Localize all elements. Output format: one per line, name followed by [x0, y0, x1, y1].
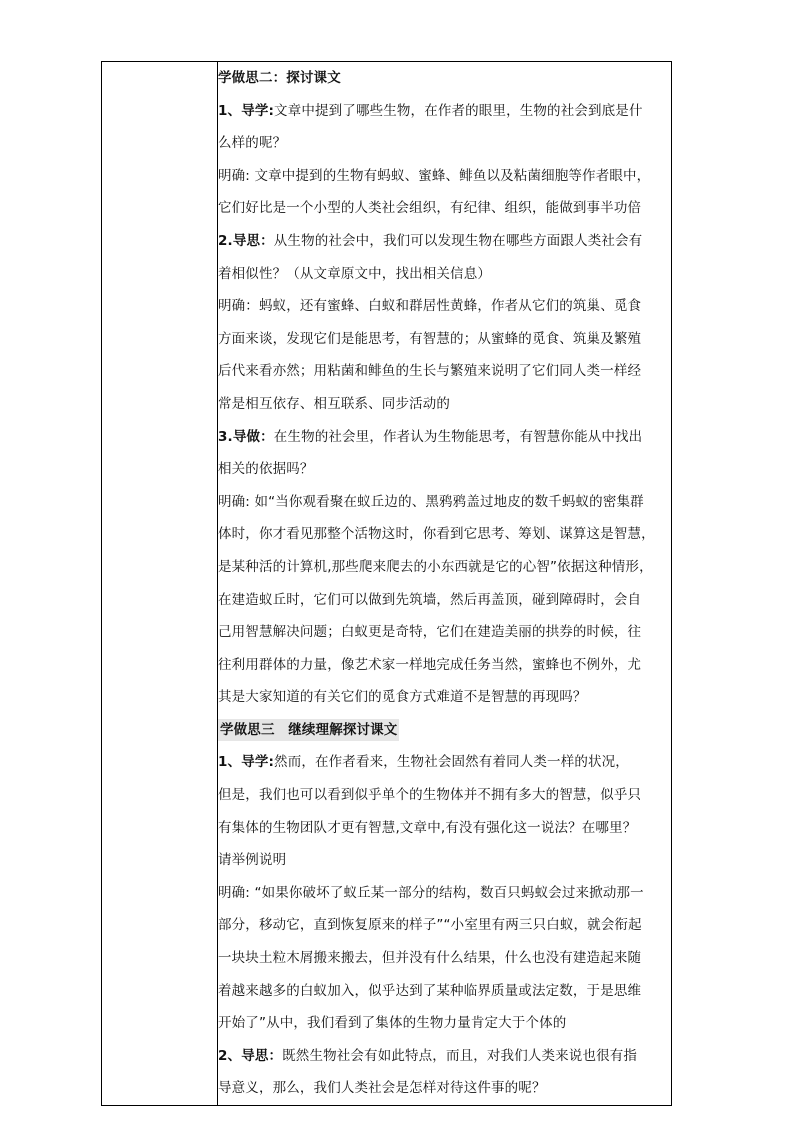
answer-line: 着越来越多的白蚁加入，似乎达到了某种临界质量或法定数，于是思维: [218, 982, 642, 999]
answer-line: 往利用群体的力量，像艺术家一样地完成任务当然，蜜蜂也不例外，尤: [218, 656, 642, 673]
answer-line: 它们好比是一个小型的人类社会组织，有纪律、组织，能做到事半功倍: [218, 200, 642, 217]
question-line: [218, 746, 671, 779]
answer-line: 一块块土粒木屑搬来搬去，但并没有什么结果，什么也没有建造起来随: [218, 950, 642, 967]
lesson-table: [101, 61, 672, 1106]
answer-line: 明确: 文章中提到的生物有蚂蚁、蜜蜂、鲱鱼以及粘菌细胞等作者眼中，: [218, 167, 651, 184]
answer-line: 方面来谈，发现它们是能思考，有智慧的；从蜜蜂的觅食、筑巢及繁殖: [218, 330, 642, 347]
question-text: 从生物的社会中，我们可以发现生物在哪些方面跟人类社会有: [273, 232, 643, 249]
question-line: [218, 225, 671, 258]
question-line: 么样的呢？: [218, 135, 287, 152]
question-text: 既然生物社会有如此特点，而且，对我们人类来说也很有指: [282, 1047, 638, 1064]
question-label: 3.导做：: [218, 428, 274, 445]
question-text: 文章中提到了哪些生物，在作者的眼里，生物的社会到底是什: [274, 102, 643, 119]
answer-line: 部分，移动它，直到恢复原来的样子”“小室里有两三只白蚁，就会衔起: [218, 917, 642, 934]
answer-line: 常是相互依存、相互联系、同步活动的: [218, 395, 451, 412]
question-line: 请举例说明: [218, 852, 287, 869]
answer-line: 体时，你才看见那整个活物这时，你看到它思考、筹划、谋算这是智慧，: [218, 526, 655, 543]
answer-line: 后代来看亦然；用粘菌和鲱鱼的生长与繁殖来说明了它们同人类一样经: [218, 363, 642, 380]
question-text: 然而，在作者看来，生物社会固然有着同人类一样的状况，: [274, 754, 629, 771]
left-column-cell: [102, 62, 218, 1106]
answer-line: 明确: 如“当你观看聚在蚁丘边的、黑鸦鸦盖过地皮的数千蚂蚁的密集群: [218, 493, 644, 510]
question-line: [218, 421, 671, 454]
content-cell: [218, 62, 672, 1106]
question-label: 1、导学:: [218, 754, 275, 771]
question-line: 着相似性？（从文章原文中，找出相关信息）: [218, 265, 491, 282]
question-line: 导意义，那么，我们人类社会是怎样对待这件事的呢？: [218, 1080, 546, 1097]
answer-line: 其是大家知道的有关它们的觅食方式难道不是智慧的再现吗？: [218, 689, 587, 706]
section-title: 学做思二：探讨课文: [218, 70, 341, 86]
question-line: [218, 1040, 671, 1073]
question-label: 2.导思：: [218, 232, 274, 249]
question-text: 在生物的社会里，作者认为生物能思考，有智慧你能从中找出: [273, 428, 643, 445]
question-line: 有集体的生物团队才更有智慧,文章中,有没有强化这一说法？在哪里？: [218, 819, 637, 836]
question-label: 2、导思：: [218, 1047, 283, 1064]
answer-line: 明确：蚂蚁，还有蜜蜂、白蚁和群居性黄蜂，作者从它们的筑巢、觅食: [218, 298, 642, 315]
answer-line: 明确: “如果你破坏了蚁丘某一部分的结构，数百只蚂蚁会过来掀动那一: [218, 884, 644, 901]
question-label: 1、导学:: [218, 102, 275, 119]
answer-line: 是某种活的计算机,那些爬来爬去的小东西就是它的心智”依据这种情形，: [218, 558, 653, 575]
answer-line: 在建造蚁丘时，它们可以做到先筑墙，然后再盖顶，碰到障碍时，会自: [218, 591, 642, 608]
answer-line: 己用智慧解决问题；白蚁更是奇特，它们在建造美丽的拱券的时候，往: [218, 624, 642, 641]
question-line: 相关的依据吗？: [218, 461, 314, 478]
question-line: [218, 95, 671, 128]
answer-line: 开始了”从中，我们看到了集体的生物力量肯定大于个体的: [218, 1015, 567, 1032]
question-line: 但是，我们也可以看到似乎单个的生物体并不拥有多大的智慧，似乎只: [218, 787, 642, 804]
section-title: 学做思三 继续理解探讨课文: [218, 714, 671, 747]
